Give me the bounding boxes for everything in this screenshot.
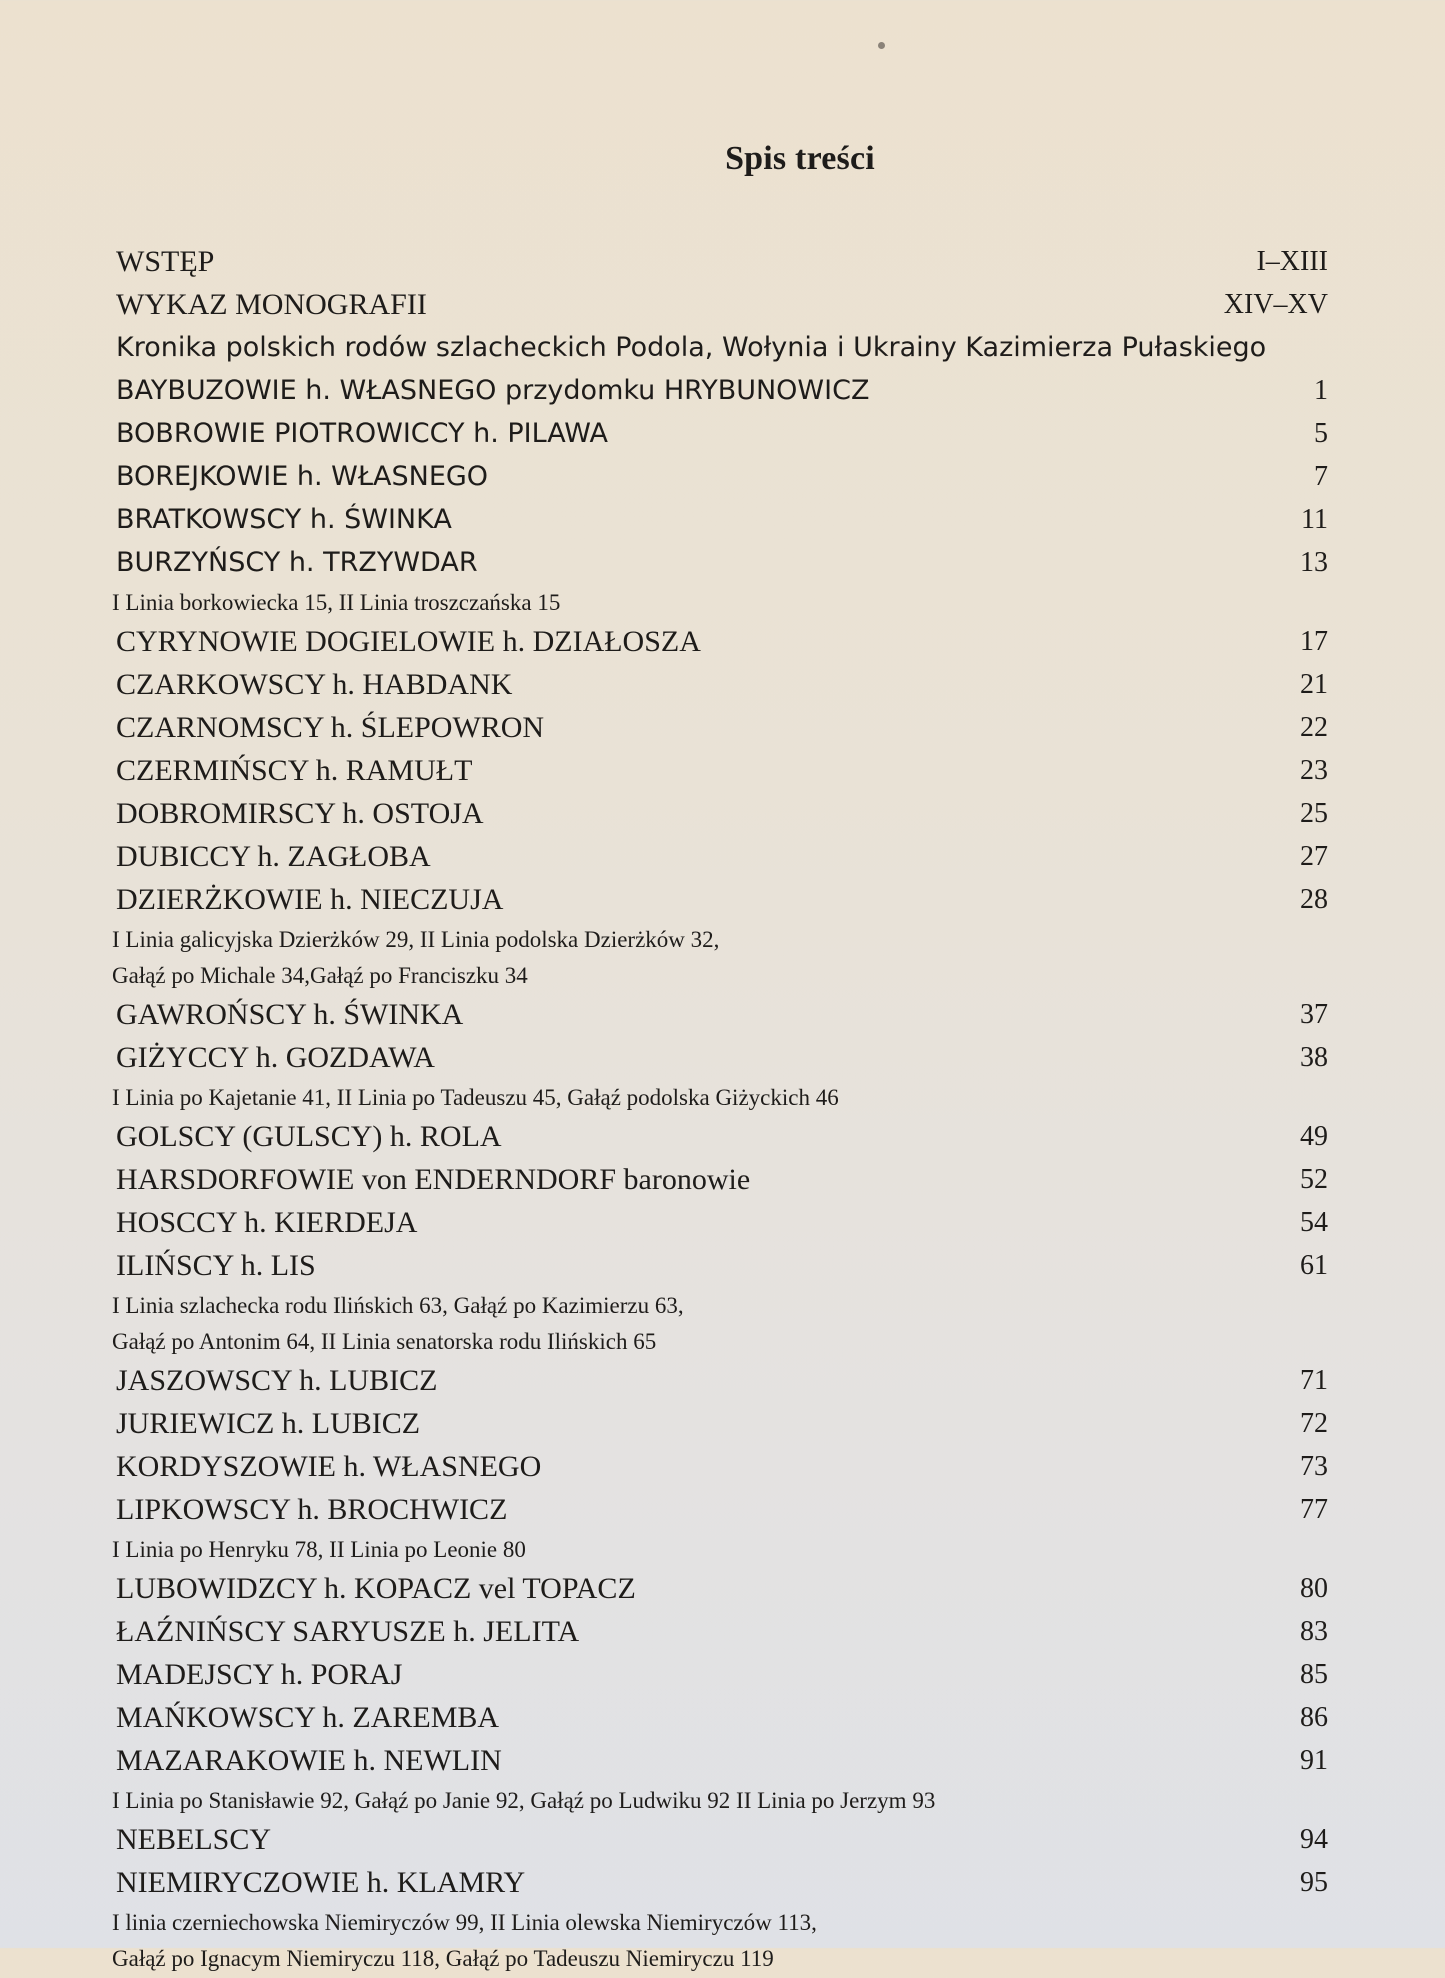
entry-name: NEBELSCY <box>116 1823 272 1856</box>
entry-page-number: 49 <box>1300 1121 1328 1152</box>
entry-page-number: 71 <box>1300 1365 1328 1396</box>
entry-page-number: 28 <box>1300 884 1328 915</box>
entry-name: MADEJSCY h. PORAJ <box>116 1658 403 1691</box>
entry-name: JURIEWICZ h. LUBICZ <box>116 1407 421 1440</box>
entry-page-number: 52 <box>1300 1164 1328 1195</box>
paper-mark <box>878 42 885 49</box>
entry-name: KORDYSZOWIE h. WŁASNEGO <box>116 1450 542 1483</box>
entry-name: CYRYNOWIE DOGIELOWIE h. DZIAŁOSZA <box>116 625 701 658</box>
entry-page-number: I–XIII <box>1256 246 1328 277</box>
entry-name: I linia czerniechowska Niemiryczów 99, II Linia olewska Niemiryczów 113, <box>112 1910 817 1935</box>
entry-name: BOREJKOWIE h. WŁASNEGO <box>116 461 489 492</box>
entry-name: Gałąź po Ignacym Niemiryczu 118, Gałąź po Tadeuszu Niemiryczu 119 <box>112 1946 774 1971</box>
entry-page-number: 1 <box>1314 375 1328 406</box>
entry-page-number: 21 <box>1300 669 1328 700</box>
toc-entry <box>108 1361 1328 1404</box>
entry-name: ŁAŹNIŃSCY SARYUSZE h. JELITA <box>116 1615 580 1648</box>
toc-entry <box>108 500 1328 543</box>
entry-page-number: 91 <box>1300 1745 1328 1776</box>
entry-name: MAZARAKOWIE h. NEWLIN <box>116 1744 502 1777</box>
entry-name: LIPKOWSCY h. BROCHWICZ <box>116 1493 508 1526</box>
entry-name: I Linia galicyjska Dzierżków 29, II Linia podolska Dzierżków 32, <box>112 927 720 952</box>
entry-name: CZERMIŃSCY h. RAMUŁT <box>116 754 473 787</box>
toc-subentry <box>108 959 1328 995</box>
entry-name: BURZYŃSCY h. TRZYWDAR <box>116 547 478 578</box>
toc-entry <box>108 1569 1328 1612</box>
toc-entry <box>108 794 1328 837</box>
entry-name: Kronika polskich rodów szlacheckich Podola, Wołynia i Ukrainy Kazimierza Pułaskiego <box>116 332 1267 363</box>
entry-page-number: 72 <box>1300 1408 1328 1439</box>
toc-entry <box>108 1246 1328 1289</box>
entry-page-number: 61 <box>1300 1250 1328 1281</box>
entry-name: Gałąź po Antonim 64, II Linia senatorska rodu Ilińskich 65 <box>112 1329 657 1354</box>
toc-entry <box>108 837 1328 880</box>
toc-subentry <box>108 923 1328 959</box>
entry-name: GAWROŃSCY h. ŚWINKA <box>116 998 464 1031</box>
toc-entry <box>108 457 1328 500</box>
toc-entry <box>108 285 1328 328</box>
entry-name: HARSDORFOWIE von ENDERNDORF baronowie <box>116 1163 751 1196</box>
entry-name: WYKAZ MONOGRAFII <box>116 288 427 321</box>
toc-entry <box>108 751 1328 794</box>
toc-entry <box>108 328 1328 371</box>
toc-entry <box>108 1863 1328 1906</box>
toc-entry <box>108 1447 1328 1490</box>
page-title: Spis treści <box>725 140 875 177</box>
entry-page-number: 27 <box>1300 841 1328 872</box>
entry-name: BRATKOWSCY h. ŚWINKA <box>116 504 452 535</box>
entry-name: GIŻYCCY h. GOZDAWA <box>116 1041 435 1074</box>
toc-entry <box>108 1655 1328 1698</box>
toc-subentry <box>108 1081 1328 1117</box>
entry-name: I Linia po Henryku 78, II Linia po Leonie 80 <box>112 1537 526 1562</box>
entry-page-number: 23 <box>1300 755 1328 786</box>
entry-name: CZARKOWSCY h. HABDANK <box>116 668 513 701</box>
toc-entry <box>108 1038 1328 1081</box>
toc-entry <box>108 1203 1328 1246</box>
entry-name: DUBICCY h. ZAGŁOBA <box>116 840 431 873</box>
toc-entry <box>108 1820 1328 1863</box>
entry-page-number: 38 <box>1300 1042 1328 1073</box>
toc-entry <box>108 242 1328 285</box>
entry-name: DZIERŻKOWIE h. NIECZUJA <box>116 883 504 916</box>
toc-subentry <box>108 1533 1328 1569</box>
toc-entry <box>108 1160 1328 1203</box>
toc-entry <box>108 414 1328 457</box>
table-of-contents <box>108 242 1328 1978</box>
entry-name: Gałąź po Michale 34,Gałąź po Franciszku 34 <box>112 963 528 988</box>
toc-entry <box>108 995 1328 1038</box>
entry-page-number: 11 <box>1301 504 1328 535</box>
entry-page-number: 94 <box>1300 1824 1328 1855</box>
toc-entry <box>108 880 1328 923</box>
entry-name: BOBROWIE PIOTROWICCY h. PILAWA <box>116 418 608 449</box>
toc-entry <box>108 1612 1328 1655</box>
toc-entry <box>108 371 1328 414</box>
toc-entry <box>108 708 1328 751</box>
entry-name: I Linia szlachecka rodu Ilińskich 63, Gałąź po Kazimierzu 63, <box>112 1293 684 1318</box>
entry-page-number: 25 <box>1300 798 1328 829</box>
entry-name: BAYBUZOWIE h. WŁASNEGO przydomku HRYBUNOWICZ <box>116 375 870 406</box>
entry-page-number: 73 <box>1300 1451 1328 1482</box>
toc-subentry <box>108 1784 1328 1820</box>
toc-entry <box>108 1117 1328 1160</box>
toc-subentry <box>108 1325 1328 1361</box>
toc-entry <box>108 1404 1328 1447</box>
toc-subentry <box>108 1942 1328 1978</box>
toc-subentry <box>108 586 1328 622</box>
entry-name: I Linia po Stanisławie 92, Gałąź po Janie 92, Gałąź po Ludwiku 92 II Linia po Jerzym 93 <box>112 1788 936 1813</box>
entry-page-number: 86 <box>1300 1702 1328 1733</box>
entry-page-number: XIV–XV <box>1223 289 1328 320</box>
entry-name: MAŃKOWSCY h. ZAREMBA <box>116 1701 500 1734</box>
entry-name: I Linia po Kajetanie 41, II Linia po Tadeuszu 45, Gałąź podolska Giżyckich 46 <box>112 1085 839 1110</box>
entry-name: NIEMIRYCZOWIE h. KLAMRY <box>116 1866 526 1899</box>
entry-page-number: 85 <box>1300 1659 1328 1690</box>
entry-name: JASZOWSCY h. LUBICZ <box>116 1364 438 1397</box>
entry-page-number: 80 <box>1300 1573 1328 1604</box>
toc-entry <box>108 622 1328 665</box>
entry-name: LUBOWIDZCY h. KOPACZ vel TOPACZ <box>116 1572 636 1605</box>
entry-page-number: 22 <box>1300 712 1328 743</box>
entry-name: I Linia borkowiecka 15, II Linia troszczańska 15 <box>112 590 561 615</box>
entry-page-number: 95 <box>1300 1867 1328 1898</box>
entry-page-number: 17 <box>1300 626 1328 657</box>
entry-page-number: 7 <box>1314 461 1328 492</box>
entry-name: HOSCCY h. KIERDEJA <box>116 1206 418 1239</box>
entry-name: ILIŃSCY h. LIS <box>116 1249 316 1282</box>
entry-name: CZARNOMSCY h. ŚLEPOWRON <box>116 711 545 744</box>
entry-page-number: 37 <box>1300 999 1328 1030</box>
entry-name: WSTĘP <box>116 245 215 278</box>
toc-entry <box>108 665 1328 708</box>
toc-entry <box>108 543 1328 586</box>
toc-entry <box>108 1741 1328 1784</box>
toc-entry <box>108 1698 1328 1741</box>
entry-page-number: 54 <box>1300 1207 1328 1238</box>
entry-name: DOBROMIRSCY h. OSTOJA <box>116 797 484 830</box>
entry-page-number: 13 <box>1300 547 1328 578</box>
entry-name: GOLSCY (GULSCY) h. ROLA <box>116 1120 502 1153</box>
toc-subentry <box>108 1906 1328 1942</box>
toc-entry <box>108 1490 1328 1533</box>
entry-page-number: 77 <box>1300 1494 1328 1525</box>
entry-page-number: 83 <box>1300 1616 1328 1647</box>
toc-subentry <box>108 1289 1328 1325</box>
entry-page-number: 5 <box>1314 418 1328 449</box>
